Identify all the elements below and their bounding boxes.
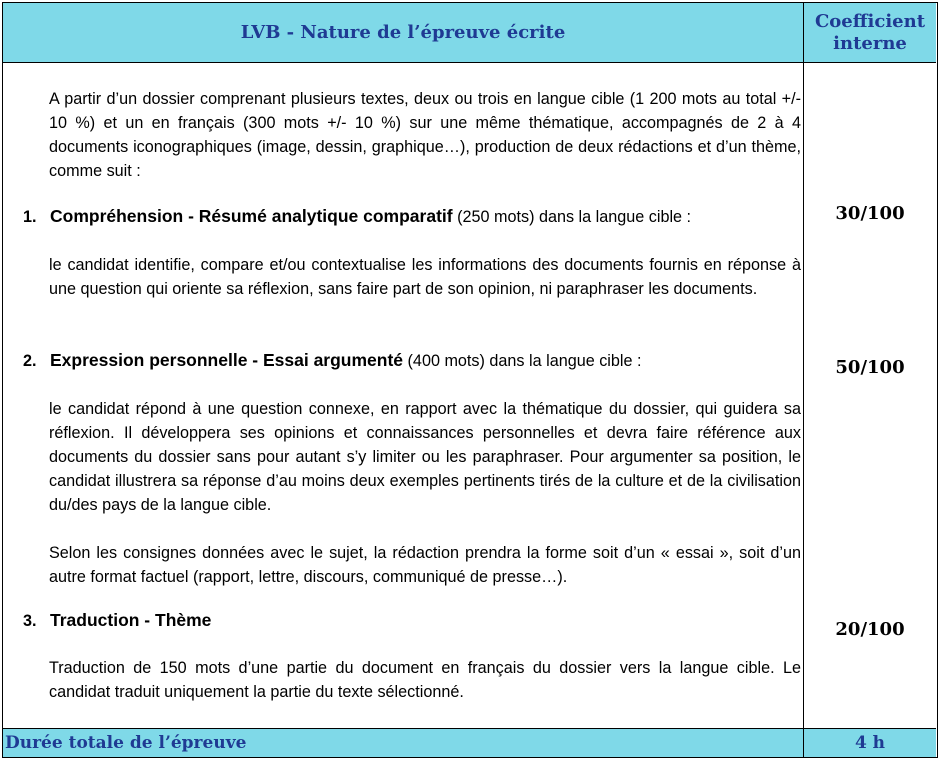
item-3-heading <box>23 608 793 633</box>
coef-line-2: interne <box>833 32 907 54</box>
header-title: LVB - Nature de l’épreuve écrite <box>3 3 804 62</box>
item-2-number: 2. <box>23 352 37 370</box>
coefficient-cell <box>804 62 936 728</box>
description-cell <box>3 62 804 728</box>
item-2-suffix: (400 mots) dans la langue cible : <box>403 352 642 370</box>
item-1-number: 1. <box>23 208 37 226</box>
total-duration-label: Durée totale de l’épreuve <box>5 729 804 757</box>
item-2-heading <box>23 348 793 373</box>
header-coefficient <box>804 3 936 62</box>
table-footer <box>3 728 936 757</box>
item-1-coefficient: 30/100 <box>835 203 905 224</box>
table-header <box>3 3 936 63</box>
item-1-suffix: (250 mots) dans la langue cible : <box>452 208 692 226</box>
item-1-title: Compréhension - Résumé analytique comparatif <box>50 206 453 226</box>
coef-line-1: Coefficient <box>814 10 926 32</box>
item-1-paragraph: le candidat identifie, compare et/ou contextualise les informations des documents fournis en réponse à une question qui oriente sa réflexion, sans faire part de son opinion, ni paraphraser les documents. <box>49 256 801 298</box>
item-3-title: Traduction - Thème <box>50 610 212 630</box>
item-2-paragraph-1: le candidat répond à une question connexe, en rapport avec la thématique du dossier, qui guidera sa réflexion. Il développera ses opinions et connaissances personnelles et devra faire référence aux documents du dossier sans pour autant s’y limiter ou les paraphraser. Pour argumenter sa position, le candidat illustrera sa réponse d’au moins deux exemples pertinents tirés de la culture et de la civilisation du/des pays de la langue cible. <box>49 400 801 514</box>
exam-table <box>2 2 938 758</box>
item-3-paragraph: Traduction de 150 mots d’une partie du document en français du dossier vers la langue cible. Le candidat traduit uniquement la partie du texte sélectionné. <box>49 659 801 701</box>
total-duration-value: 4 h <box>854 733 886 753</box>
item-1-heading <box>23 204 793 229</box>
item-3-number: 3. <box>23 612 37 630</box>
item-2-title: Expression personnelle - Essai argumenté <box>50 350 404 370</box>
item-3-coefficient: 20/100 <box>835 619 905 640</box>
item-2-paragraph-2: Selon les consignes données avec le sujet, la rédaction prendra la forme soit d’un « essai », soit d’un autre format factuel (rapport, lettre, discours, communiqué de presse…). <box>49 544 801 586</box>
item-2-coefficient: 50/100 <box>835 357 905 378</box>
intro-paragraph: A partir d’un dossier comprenant plusieurs textes, deux ou trois en langue cible (1 200 mots au total +/- 10 %) et un en français (300 mots +/- 10 %) sur une même thématique, accompagnés de 2 à 4 documents iconographiques (image, dessin, graphique…), production de deux rédactions et d’un thème, comme suit : <box>49 90 801 180</box>
